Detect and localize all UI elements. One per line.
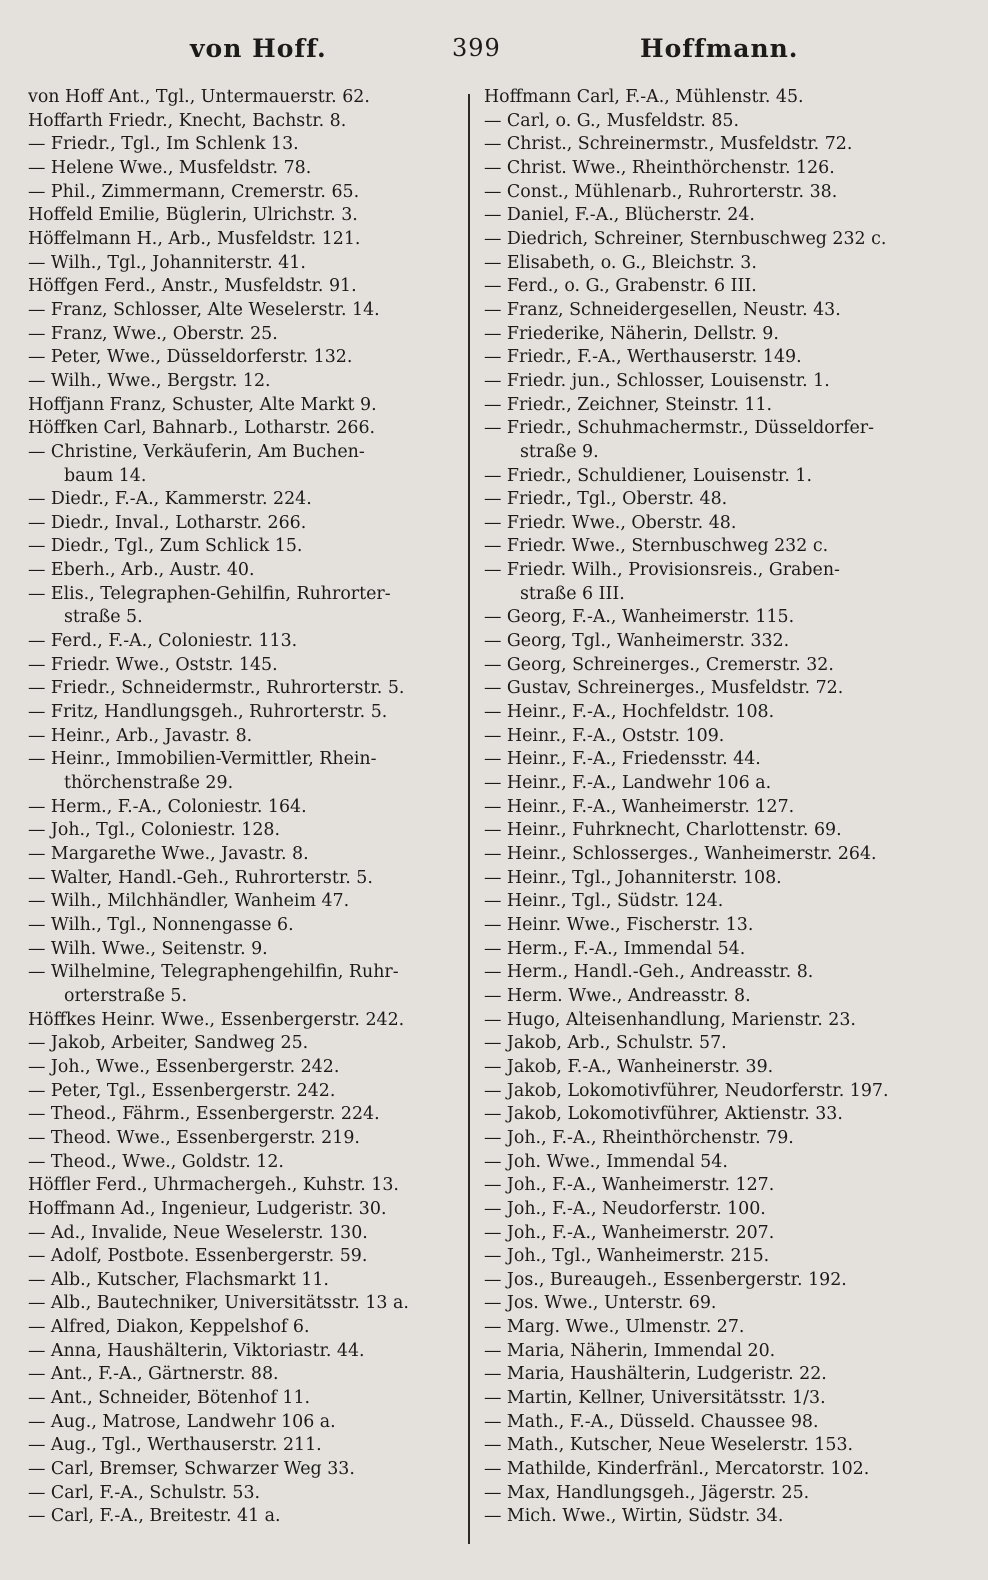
directory-entry: — Anna, Haushälterin, Viktoriastr. 44.: [28, 1340, 365, 1361]
directory-entry: — Friedr. Wwe., Oststr. 145.: [28, 654, 278, 675]
directory-entry: — Heinr., F.-A., Hochfeldstr. 108.: [484, 702, 775, 723]
directory-entry: — Martin, Kellner, Universitätsstr. 1/3.: [484, 1388, 826, 1409]
directory-entry: — Herm. Wwe., Andreasstr. 8.: [484, 985, 751, 1006]
entry-continuation-line: straße 6 III.: [520, 583, 625, 604]
directory-entry: — Joh., Tgl., Coloniestr. 128.: [28, 820, 280, 841]
directory-entry: — Theod., Fährm., Essenbergerstr. 224.: [28, 1104, 380, 1125]
directory-entry: Hoffmann Ad., Ingenieur, Ludgeristr. 30.: [28, 1198, 387, 1219]
directory-entry: — Jakob, Arbeiter, Sandweg 25.: [28, 1033, 309, 1054]
directory-entry: — Aug., Tgl., Werthauserstr. 211.: [28, 1435, 322, 1456]
directory-entry: — Franz, Wwe., Oberstr. 25.: [28, 323, 278, 344]
directory-entry: — Christ., Schreinermstr., Musfeldstr. 72.: [484, 134, 853, 155]
directory-entry: Höffler Ferd., Uhrmachergeh., Kuhstr. 13.: [28, 1175, 399, 1196]
directory-entry: — Jakob, Arb., Schulstr. 57.: [484, 1033, 727, 1054]
directory-entry: — Maria, Haushälterin, Ludgeristr. 22.: [484, 1364, 827, 1385]
directory-entry: — Franz, Schneidergesellen, Neustr. 43.: [484, 299, 841, 320]
directory-entry: — Heinr., F.-A., Landwehr 106 a.: [484, 773, 772, 794]
directory-entry: — Ant., Schneider, Bötenhof 11.: [28, 1388, 311, 1409]
directory-entry: — Phil., Zimmermann, Cremerstr. 65.: [28, 181, 360, 202]
directory-entry: — Friedr., Tgl., Oberstr. 48.: [484, 489, 728, 510]
directory-entry: — Ad., Invalide, Neue Weselerstr. 130.: [28, 1222, 368, 1243]
page-number: 399: [452, 34, 501, 62]
directory-entry: — Wilh., Tgl., Johanniterstr. 41.: [28, 252, 306, 273]
header-right-running-title: Hoffmann.: [640, 34, 799, 63]
directory-entry: — Theod., Wwe., Goldstr. 12.: [28, 1151, 284, 1172]
directory-entry: — Georg, Tgl., Wanheimerstr. 332.: [484, 631, 790, 652]
directory-entry: — Friedr. jun., Schlosser, Louisenstr. 1.: [484, 370, 830, 391]
directory-entry: — Georg, Schreinerges., Cremerstr. 32.: [484, 654, 834, 675]
entry-continuation-line: straße 9.: [520, 441, 599, 462]
directory-entry: — Joh., F.-A., Rheinthörchenstr. 79.: [484, 1127, 794, 1148]
directory-entry: — Joh., F.-A., Neudorferstr. 100.: [484, 1198, 766, 1219]
directory-entry: — Heinr. Wwe., Fischerstr. 13.: [484, 914, 754, 935]
directory-entry: — Helene Wwe., Musfeldstr. 78.: [28, 157, 312, 178]
directory-entry: — Peter, Wwe., Düsseldorferstr. 132.: [28, 347, 353, 368]
directory-entry: — Wilh., Milchhändler, Wanheim 47.: [28, 891, 350, 912]
directory-entry: — Ant., F.-A., Gärtnerstr. 88.: [28, 1364, 279, 1385]
directory-entry: — Heinr., Tgl., Johanniterstr. 108.: [484, 867, 782, 888]
entry-continuation-line: thörchenstraße 29.: [64, 773, 234, 794]
directory-entry: — Heinr., F.-A., Friedensstr. 44.: [484, 749, 761, 770]
directory-entry: — Diedr., Tgl., Zum Schlick 15.: [28, 536, 303, 557]
directory-entry: — Elisabeth, o. G., Bleichstr. 3.: [484, 252, 757, 273]
directory-entry: — Heinr., Tgl., Südstr. 124.: [484, 891, 724, 912]
column-divider: [468, 94, 470, 1544]
right-column: [484, 86, 934, 1529]
directory-entry: — Max, Handlungsgeh., Jägerstr. 25.: [484, 1482, 810, 1503]
directory-entry: — Carl, Bremser, Schwarzer Weg 33.: [28, 1459, 355, 1480]
directory-entry: — Wilh. Wwe., Seitenstr. 9.: [28, 938, 268, 959]
directory-entry: — Carl, o. G., Musfeldstr. 85.: [484, 110, 739, 131]
directory-entry: — Diedr., F.-A., Kammerstr. 224.: [28, 489, 312, 510]
page-header: [0, 34, 988, 78]
directory-entry: Hoffjann Franz, Schuster, Alte Markt 9.: [28, 394, 377, 415]
directory-entry: — Friedr., Schuhmachermstr., Düsseldorfer-: [484, 418, 874, 439]
entry-continuation-line: orterstraße 5.: [64, 985, 187, 1006]
directory-entry: — Mathilde, Kinderfränl., Mercatorstr. 102.: [484, 1459, 870, 1480]
directory-entry: — Eberh., Arb., Austr. 40.: [28, 560, 255, 581]
header-left-running-title: von Hoff.: [190, 34, 327, 63]
directory-entry: — Jos. Wwe., Unterstr. 69.: [484, 1293, 717, 1314]
directory-entry: — Wilhelmine, Telegraphengehilfin, Ruhr-: [28, 962, 399, 983]
directory-entry: — Marg. Wwe., Ulmenstr. 27.: [484, 1317, 745, 1338]
directory-entry: — Carl, F.-A., Schulstr. 53.: [28, 1482, 261, 1503]
directory-entry: — Heinr., F.-A., Wanheimerstr. 127.: [484, 796, 795, 817]
directory-entry: — Joh. Wwe., Immendal 54.: [484, 1151, 728, 1172]
directory-entry: — Franz, Schlosser, Alte Weselerstr. 14.: [28, 299, 380, 320]
left-column: [28, 86, 468, 1529]
directory-entry: — Daniel, F.-A., Blücherstr. 24.: [484, 205, 755, 226]
directory-entry: — Herm., Handl.-Geh., Andreasstr. 8.: [484, 962, 814, 983]
directory-entry: — Math., F.-A., Düsseld. Chaussee 98.: [484, 1411, 819, 1432]
directory-entry: — Const., Mühlenarb., Ruhrorterstr. 38.: [484, 181, 838, 202]
directory-entry: — Jakob, Lokomotivführer, Neudorferstr. 197.: [484, 1080, 889, 1101]
directory-entry: — Heinr., Immobilien-Vermittler, Rhein-: [28, 749, 377, 770]
directory-entry: Höffken Carl, Bahnarb., Lotharstr. 266.: [28, 418, 376, 439]
directory-entry: — Carl, F.-A., Breitestr. 41 a.: [28, 1506, 281, 1527]
directory-entry: — Jakob, Lokomotivführer, Aktienstr. 33.: [484, 1104, 843, 1125]
directory-entry: — Friedr., Schuldiener, Louisenstr. 1.: [484, 465, 812, 486]
directory-entry: — Maria, Näherin, Immendal 20.: [484, 1340, 776, 1361]
directory-entry: — Elis., Telegraphen-Gehilfin, Ruhrorter-: [28, 583, 391, 604]
directory-entry: — Friedr. Wwe., Sternbuschweg 232 c.: [484, 536, 829, 557]
directory-entry: Höffgen Ferd., Anstr., Musfeldstr. 91.: [28, 276, 357, 297]
directory-entry: — Diedrich, Schreiner, Sternbuschweg 232 c.: [484, 228, 887, 249]
directory-entry: — Friedr., Tgl., Im Schlenk 13.: [28, 134, 299, 155]
directory-entry: — Wilh., Tgl., Nonnengasse 6.: [28, 914, 294, 935]
directory-entry: Hoffeld Emilie, Büglerin, Ulrichstr. 3.: [28, 205, 358, 226]
directory-entry: — Joh., Wwe., Essenbergerstr. 242.: [28, 1056, 340, 1077]
directory-entry: — Math., Kutscher, Neue Weselerstr. 153.: [484, 1435, 854, 1456]
directory-entry: — Fritz, Handlungsgeh., Ruhrorterstr. 5.: [28, 702, 388, 723]
directory-entry: — Margarethe Wwe., Javastr. 8.: [28, 844, 309, 864]
directory-entry: — Friedr., Schneidermstr., Ruhrorterstr. 5.: [28, 678, 405, 699]
directory-entry: Hoffmann Carl, F.-A., Mühlenstr. 45.: [484, 87, 804, 107]
directory-entry: — Friedr. Wilh., Provisionsreis., Graben-: [484, 560, 840, 581]
directory-entry: — Friedr., Zeichner, Steinstr. 11.: [484, 394, 773, 415]
directory-entry: — Theod. Wwe., Essenbergerstr. 219.: [28, 1127, 360, 1148]
directory-entry: — Christ. Wwe., Rheinthörchenstr. 126.: [484, 157, 835, 178]
directory-entry: — Alb., Kutscher, Flachsmarkt 11.: [28, 1269, 329, 1290]
directory-entry: — Walter, Handl.-Geh., Ruhrorterstr. 5.: [28, 867, 373, 888]
directory-entry: — Friedr. Wwe., Oberstr. 48.: [484, 512, 737, 533]
directory-entry: — Herm., F.-A., Coloniestr. 164.: [28, 796, 307, 817]
directory-entry: — Alfred, Diakon, Keppelshof 6.: [28, 1317, 310, 1338]
directory-entry: Höffelmann H., Arb., Musfeldstr. 121.: [28, 228, 361, 249]
directory-entry: — Wilh., Wwe., Bergstr. 12.: [28, 370, 271, 391]
directory-entry: — Hugo, Alteisenhandlung, Marienstr. 23.: [484, 1009, 856, 1030]
directory-entry: — Heinr., Arb., Javastr. 8.: [28, 725, 253, 746]
directory-entry: — Peter, Tgl., Essenbergerstr. 242.: [28, 1080, 336, 1101]
directory-entry: — Alb., Bautechniker, Universitätsstr. 13 a.: [28, 1293, 409, 1314]
directory-entry: — Christine, Verkäuferin, Am Buchen-: [28, 441, 365, 462]
directory-entry: — Jos., Bureaugeh., Essenbergerstr. 192.: [484, 1269, 847, 1290]
directory-entry: — Georg, F.-A., Wanheimerstr. 115.: [484, 607, 795, 628]
directory-entry: — Herm., F.-A., Immendal 54.: [484, 938, 746, 959]
directory-entry: — Friedr., F.-A., Werthauserstr. 149.: [484, 347, 802, 368]
directory-entry: Hoffarth Friedr., Knecht, Bachstr. 8.: [28, 110, 347, 131]
directory-entry: Höffkes Heinr. Wwe., Essenbergerstr. 242.: [28, 1009, 405, 1030]
directory-entry: — Diedr., Inval., Lotharstr. 266.: [28, 512, 307, 533]
entry-continuation-line: straße 5.: [64, 607, 143, 628]
directory-entry: — Mich. Wwe., Wirtin, Südstr. 34.: [484, 1506, 784, 1527]
directory-entry: — Friederike, Näherin, Dellstr. 9.: [484, 323, 779, 344]
directory-entry: — Ferd., o. G., Grabenstr. 6 III.: [484, 276, 757, 297]
entry-continuation-line: baum 14.: [64, 465, 147, 486]
directory-entry: — Heinr., Fuhrknecht, Charlottenstr. 69.: [484, 820, 842, 841]
directory-entry: — Ferd., F.-A., Coloniestr. 113.: [28, 631, 298, 652]
directory-entry: — Joh., Tgl., Wanheimerstr. 215.: [484, 1246, 770, 1267]
directory-entry: — Joh., F.-A., Wanheimerstr. 127.: [484, 1175, 775, 1196]
directory-entry: — Gustav, Schreinerges., Musfeldstr. 72.: [484, 678, 844, 699]
directory-entry: — Jakob, F.-A., Wanheinerstr. 39.: [484, 1056, 774, 1077]
directory-entry: — Joh., F.-A., Wanheimerstr. 207.: [484, 1222, 775, 1243]
directory-entry: — Adolf, Postbote. Essenbergerstr. 59.: [28, 1246, 368, 1267]
directory-entry: von Hoff Ant., Tgl., Untermauerstr. 62.: [28, 87, 370, 107]
directory-entry: — Heinr., Schlosserges., Wanheimerstr. 264.: [484, 844, 877, 864]
directory-entry: — Heinr., F.-A., Oststr. 109.: [484, 725, 725, 746]
directory-entry: — Aug., Matrose, Landwehr 106 a.: [28, 1411, 336, 1432]
